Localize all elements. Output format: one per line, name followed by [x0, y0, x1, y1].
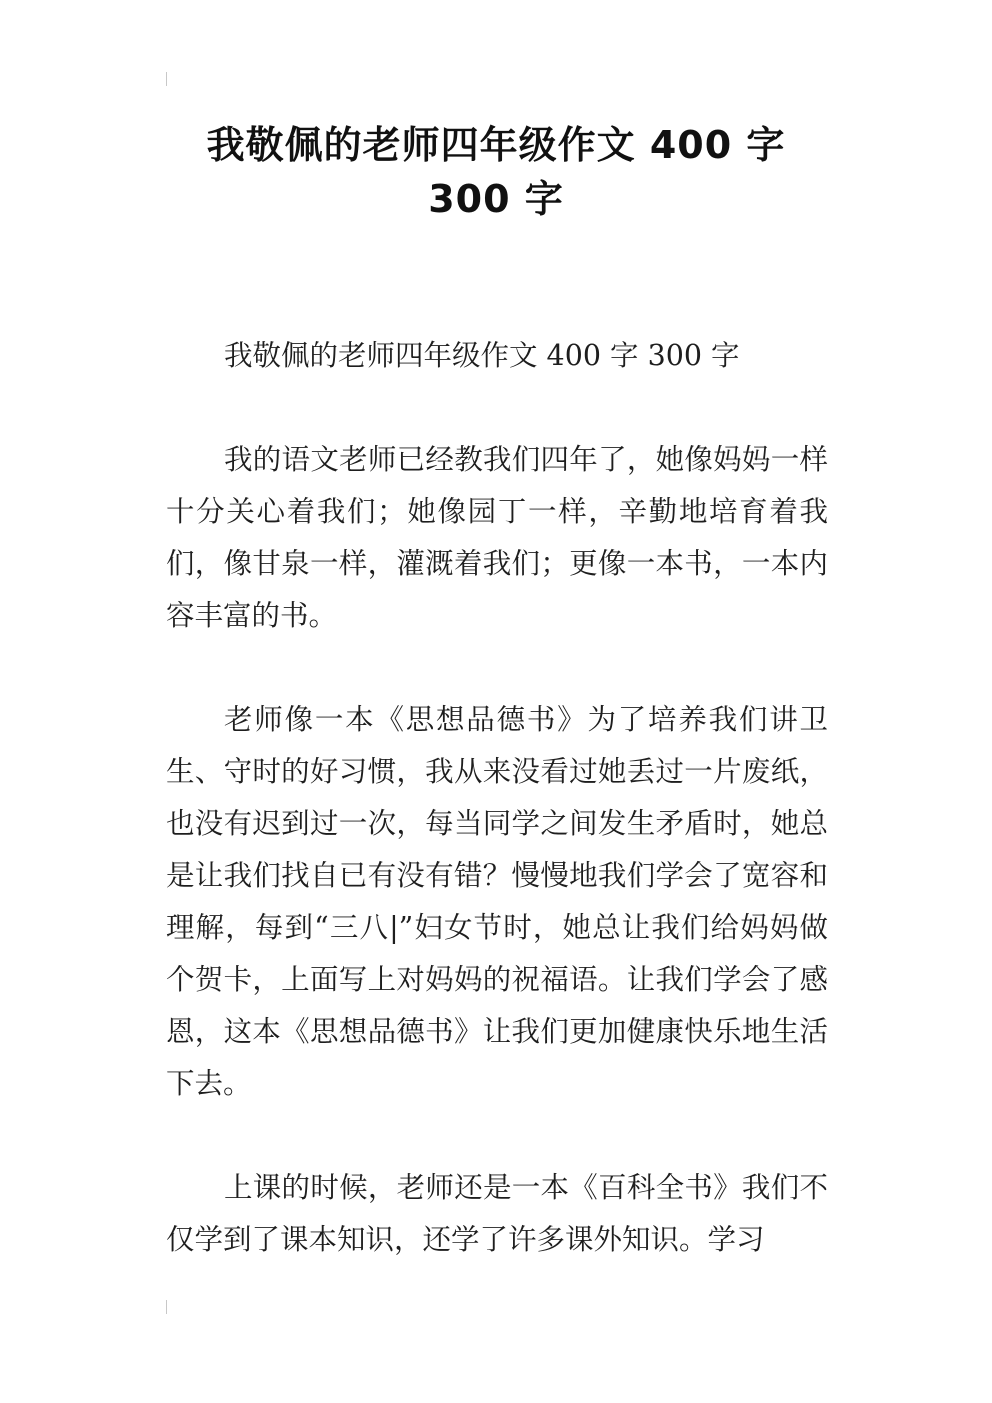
- paragraph-1: 我的语文老师已经教我们四年了，她像妈妈一样十分关心着我们；她像园丁一样，辛勤地培育着我们，像甘泉一样，灌溉着我们；更像一本书，一本内容丰富的书。: [166, 443, 828, 632]
- paragraph-3: 上课的时候，老师还是一本《百科全书》我们不仅学到了课本知识，还学了许多课外知识。学习: [166, 1171, 828, 1256]
- document-subtitle: 我敬佩的老师四年级作文 400 字 300 字: [224, 339, 740, 372]
- document-title: 我敬佩的老师四年级作文 400 字 300 字: [206, 123, 786, 221]
- page-corner-mark-bottom: [166, 1300, 167, 1314]
- page-corner-mark-top: [166, 72, 167, 86]
- paragraph-2: 老师像一本《思想品德书》为了培养我们讲卫生、守时的好习惯，我从来没看过她丢过一片废纸，也没有迟到过一次，每当同学之间发生矛盾时，她总是让我们找自已有没有错？慢慢地我们学会了宽容和理解，每到“三八|”妇女节时，她总让我们给妈妈做个贺卡，上面写上对妈妈的祝福语。让我们学会了感恩，这本《思想品德书》让我们更加健康快乐地生活下去。: [166, 703, 828, 1100]
